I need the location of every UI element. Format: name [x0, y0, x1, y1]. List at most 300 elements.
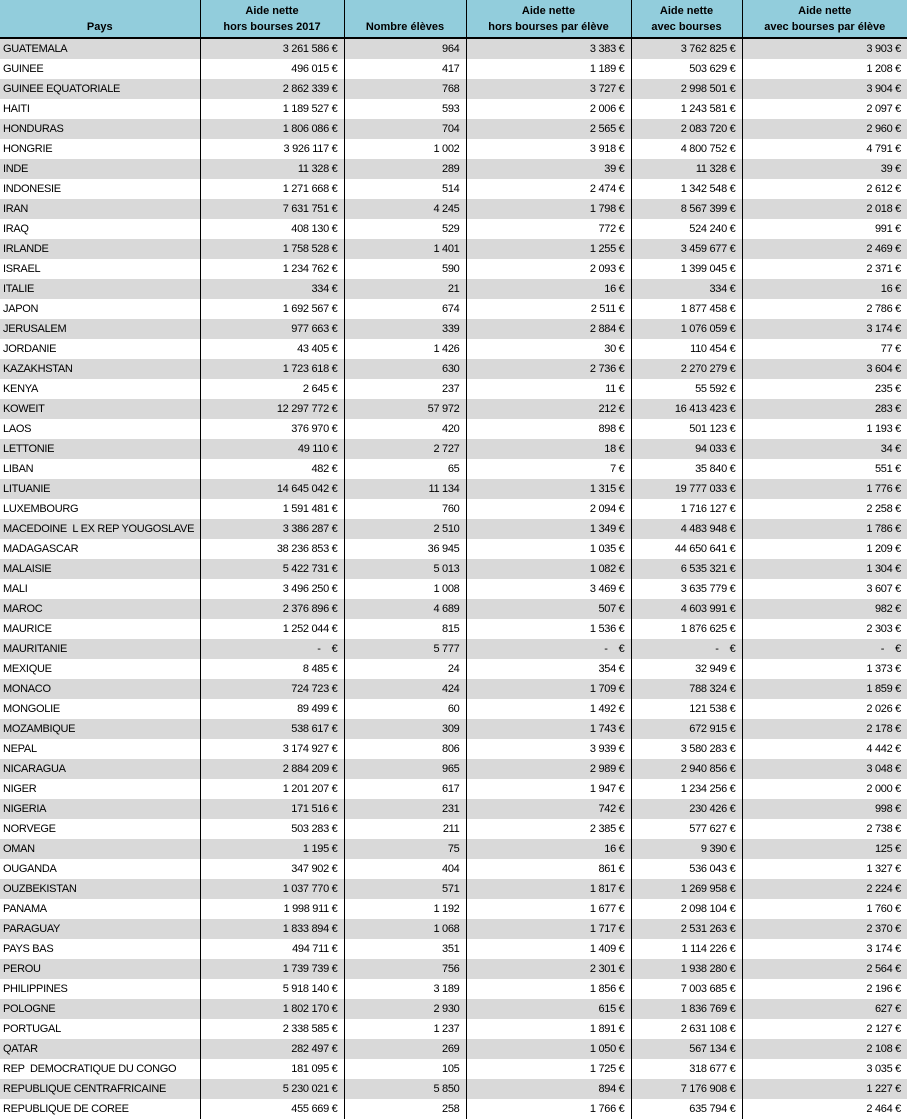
cell-nombre-eleves[interactable]: 5 850	[344, 1079, 466, 1099]
cell-pays[interactable]: INDE	[0, 159, 200, 179]
cell-pays[interactable]: GUINEE EQUATORIALE	[0, 79, 200, 99]
cell-aide-avec-bourses-par-eleve[interactable]: 1 760 €	[742, 899, 907, 919]
cell-aide-hors-bourses-par-eleve[interactable]: 2 474 €	[466, 179, 631, 199]
cell-nombre-eleves[interactable]: 231	[344, 799, 466, 819]
cell-aide-avec-bourses-par-eleve[interactable]: 1 304 €	[742, 559, 907, 579]
cell-aide-hors-bourses[interactable]: 3 496 250 €	[200, 579, 344, 599]
cell-aide-avec-bourses-par-eleve[interactable]: 3 604 €	[742, 359, 907, 379]
cell-pays[interactable]: LETTONIE	[0, 439, 200, 459]
cell-aide-avec-bourses-par-eleve[interactable]: 2 127 €	[742, 1019, 907, 1039]
cell-aide-avec-bourses-par-eleve[interactable]: 2 258 €	[742, 499, 907, 519]
cell-aide-avec-bourses[interactable]: 635 794 €	[631, 1099, 742, 1119]
cell-aide-hors-bourses-par-eleve[interactable]: 1 725 €	[466, 1059, 631, 1079]
cell-aide-hors-bourses[interactable]: 3 386 287 €	[200, 519, 344, 539]
cell-aide-avec-bourses[interactable]: 2 083 720 €	[631, 119, 742, 139]
cell-nombre-eleves[interactable]: 617	[344, 779, 466, 799]
cell-aide-hors-bourses[interactable]: 11 328 €	[200, 159, 344, 179]
cell-nombre-eleves[interactable]: 3 189	[344, 979, 466, 999]
cell-aide-hors-bourses-par-eleve[interactable]: 2 884 €	[466, 319, 631, 339]
cell-aide-avec-bourses-par-eleve[interactable]: 551 €	[742, 459, 907, 479]
cell-aide-avec-bourses[interactable]: 524 240 €	[631, 219, 742, 239]
cell-aide-avec-bourses-par-eleve[interactable]: 1 327 €	[742, 859, 907, 879]
cell-pays[interactable]: LIBAN	[3, 463, 34, 475]
cell-nombre-eleves[interactable]: 2 727	[344, 439, 466, 459]
cell-pays[interactable]: MEXIQUE	[3, 663, 52, 675]
cell-aide-hors-bourses[interactable]: 1 802 170 €	[200, 999, 344, 1019]
cell-aide-hors-bourses[interactable]: 5 230 021 €	[200, 1079, 344, 1099]
cell-pays[interactable]: JORDANIE	[3, 343, 57, 355]
cell-aide-hors-bourses-par-eleve[interactable]: 1 677 €	[466, 899, 631, 919]
cell-aide-hors-bourses-par-eleve[interactable]: 7 €	[466, 459, 631, 479]
cell-aide-avec-bourses[interactable]: 1 342 548 €	[631, 179, 742, 199]
cell-aide-avec-bourses-par-eleve[interactable]: 34 €	[742, 439, 907, 459]
cell-pays[interactable]: PORTUGAL	[3, 1023, 61, 1035]
cell-aide-avec-bourses-par-eleve[interactable]: 1 227 €	[742, 1079, 907, 1099]
cell-aide-hors-bourses-par-eleve[interactable]: 1 856 €	[466, 979, 631, 999]
cell-aide-hors-bourses-par-eleve[interactable]: 1 349 €	[466, 519, 631, 539]
cell-pays[interactable]: MAURITANIE	[0, 639, 200, 659]
cell-pays[interactable]: LUXEMBOURG	[3, 503, 79, 515]
cell-aide-hors-bourses[interactable]: 181 095 €	[200, 1059, 344, 1079]
header-pays[interactable]	[0, 0, 200, 38]
cell-aide-hors-bourses-par-eleve[interactable]: 2 094 €	[466, 499, 631, 519]
cell-aide-hors-bourses-par-eleve[interactable]: 2 385 €	[466, 819, 631, 839]
cell-aide-avec-bourses-par-eleve[interactable]: 627 €	[742, 999, 907, 1019]
cell-aide-avec-bourses[interactable]: 567 134 €	[631, 1039, 742, 1059]
cell-aide-hors-bourses-par-eleve[interactable]: 742 €	[466, 799, 631, 819]
cell-pays[interactable]: REPUBLIQUE DE COREE	[3, 1103, 129, 1115]
cell-aide-hors-bourses-par-eleve[interactable]: 1 082 €	[466, 559, 631, 579]
cell-aide-avec-bourses[interactable]: 503 629 €	[631, 59, 742, 79]
cell-aide-avec-bourses-par-eleve[interactable]: 3 174 €	[742, 319, 907, 339]
cell-aide-avec-bourses-par-eleve[interactable]: - €	[742, 639, 907, 659]
header-aide-avec-bourses-par-eleve[interactable]	[742, 0, 907, 38]
cell-nombre-eleves[interactable]: 529	[344, 219, 466, 239]
cell-pays[interactable]: MAURICE	[3, 623, 52, 635]
cell-aide-avec-bourses-par-eleve[interactable]: 235 €	[742, 379, 907, 399]
cell-pays[interactable]: KOWEIT	[0, 399, 200, 419]
cell-aide-avec-bourses[interactable]: 4 603 991 €	[631, 599, 742, 619]
cell-nombre-eleves[interactable]: 60	[344, 699, 466, 719]
cell-aide-avec-bourses-par-eleve[interactable]: 77 €	[742, 339, 907, 359]
cell-nombre-eleves[interactable]: 417	[344, 59, 466, 79]
cell-aide-avec-bourses[interactable]: 334 €	[631, 279, 742, 299]
cell-aide-avec-bourses-par-eleve[interactable]: 2 178 €	[742, 719, 907, 739]
cell-aide-hors-bourses-par-eleve[interactable]: 1 189 €	[466, 59, 631, 79]
cell-aide-hors-bourses-par-eleve[interactable]: 2 989 €	[466, 759, 631, 779]
cell-aide-hors-bourses[interactable]: 5 918 140 €	[200, 979, 344, 999]
cell-pays[interactable]: MONACO	[0, 679, 200, 699]
cell-pays[interactable]: NEPAL	[3, 743, 37, 755]
cell-aide-hors-bourses-par-eleve[interactable]: 894 €	[466, 1079, 631, 1099]
cell-aide-hors-bourses-par-eleve[interactable]: 354 €	[466, 659, 631, 679]
cell-aide-avec-bourses-par-eleve[interactable]: 2 026 €	[742, 699, 907, 719]
cell-nombre-eleves[interactable]: 289	[344, 159, 466, 179]
cell-aide-hors-bourses-par-eleve[interactable]: 1 798 €	[466, 199, 631, 219]
cell-nombre-eleves[interactable]: 965	[344, 759, 466, 779]
cell-aide-avec-bourses[interactable]: 1 836 769 €	[631, 999, 742, 1019]
cell-aide-hors-bourses[interactable]: 494 711 €	[200, 939, 344, 959]
cell-aide-avec-bourses-par-eleve[interactable]: 998 €	[742, 799, 907, 819]
cell-pays[interactable]: LITUANIE	[0, 479, 200, 499]
cell-aide-avec-bourses[interactable]: 2 998 501 €	[631, 79, 742, 99]
cell-aide-hors-bourses[interactable]: 408 130 €	[200, 219, 344, 239]
cell-aide-hors-bourses[interactable]: 496 015 €	[200, 59, 344, 79]
cell-aide-avec-bourses[interactable]: 3 459 677 €	[631, 239, 742, 259]
cell-aide-hors-bourses-par-eleve[interactable]: 2 301 €	[466, 959, 631, 979]
cell-pays[interactable]: IRAN	[0, 199, 200, 219]
cell-aide-hors-bourses[interactable]: 977 663 €	[200, 319, 344, 339]
cell-aide-hors-bourses-par-eleve[interactable]: 3 383 €	[466, 38, 631, 59]
cell-aide-avec-bourses[interactable]: 9 390 €	[631, 839, 742, 859]
cell-aide-hors-bourses[interactable]: 2 645 €	[200, 379, 344, 399]
cell-nombre-eleves[interactable]: 1 237	[344, 1019, 466, 1039]
cell-aide-avec-bourses[interactable]: 3 762 825 €	[631, 38, 742, 59]
cell-aide-avec-bourses-par-eleve[interactable]: 1 786 €	[742, 519, 907, 539]
cell-aide-hors-bourses[interactable]: 1 758 528 €	[200, 239, 344, 259]
cell-aide-hors-bourses-par-eleve[interactable]: 3 727 €	[466, 79, 631, 99]
header-aide-hors-bourses[interactable]	[200, 0, 344, 38]
cell-aide-hors-bourses[interactable]: 3 261 586 €	[200, 38, 344, 59]
cell-aide-avec-bourses[interactable]: 3 580 283 €	[631, 739, 742, 759]
cell-aide-avec-bourses[interactable]: 4 800 752 €	[631, 139, 742, 159]
cell-aide-avec-bourses-par-eleve[interactable]: 2 464 €	[742, 1099, 907, 1119]
cell-nombre-eleves[interactable]: 351	[344, 939, 466, 959]
header-aide-hors-bourses-par-eleve[interactable]	[466, 0, 631, 38]
cell-aide-hors-bourses-par-eleve[interactable]: 1 743 €	[466, 719, 631, 739]
cell-aide-hors-bourses-par-eleve[interactable]: 2 565 €	[466, 119, 631, 139]
cell-aide-avec-bourses[interactable]: 1 076 059 €	[631, 319, 742, 339]
cell-nombre-eleves[interactable]: 2 930	[344, 999, 466, 1019]
cell-aide-avec-bourses-par-eleve[interactable]: 4 442 €	[742, 739, 907, 759]
cell-aide-avec-bourses[interactable]: 1 876 625 €	[631, 619, 742, 639]
cell-aide-hors-bourses-par-eleve[interactable]: 1 409 €	[466, 939, 631, 959]
cell-nombre-eleves[interactable]: 105	[344, 1059, 466, 1079]
cell-aide-hors-bourses[interactable]: 1 189 527 €	[200, 99, 344, 119]
cell-nombre-eleves[interactable]: 424	[344, 679, 466, 699]
cell-aide-avec-bourses[interactable]: 7 176 908 €	[631, 1079, 742, 1099]
cell-aide-hors-bourses[interactable]: 43 405 €	[200, 339, 344, 359]
cell-pays[interactable]: MAROC	[0, 599, 200, 619]
cell-aide-avec-bourses[interactable]: 6 535 321 €	[631, 559, 742, 579]
cell-aide-avec-bourses[interactable]: 3 635 779 €	[631, 579, 742, 599]
cell-aide-avec-bourses-par-eleve[interactable]: 2 196 €	[742, 979, 907, 999]
cell-aide-hors-bourses[interactable]: 38 236 853 €	[200, 539, 344, 559]
cell-aide-hors-bourses[interactable]: 1 998 911 €	[200, 899, 344, 919]
cell-pays[interactable]: MOZAMBIQUE	[0, 719, 200, 739]
cell-aide-avec-bourses-par-eleve[interactable]: 1 208 €	[742, 59, 907, 79]
cell-aide-hors-bourses[interactable]: 1 234 762 €	[200, 259, 344, 279]
cell-aide-hors-bourses[interactable]: 12 297 772 €	[200, 399, 344, 419]
cell-nombre-eleves[interactable]: 1 426	[344, 339, 466, 359]
cell-aide-avec-bourses[interactable]: 672 915 €	[631, 719, 742, 739]
cell-pays[interactable]: MALAISIE	[0, 559, 200, 579]
cell-pays[interactable]: KAZAKHSTAN	[0, 359, 200, 379]
cell-nombre-eleves[interactable]: 309	[344, 719, 466, 739]
cell-nombre-eleves[interactable]: 1 008	[344, 579, 466, 599]
cell-aide-avec-bourses[interactable]: 2 940 856 €	[631, 759, 742, 779]
cell-aide-hors-bourses-par-eleve[interactable]: 3 469 €	[466, 579, 631, 599]
cell-aide-hors-bourses-par-eleve[interactable]: 1 315 €	[466, 479, 631, 499]
cell-aide-avec-bourses[interactable]: 1 243 581 €	[631, 99, 742, 119]
cell-aide-avec-bourses-par-eleve[interactable]: 3 904 €	[742, 79, 907, 99]
cell-pays[interactable]: JERUSALEM	[0, 319, 200, 339]
cell-aide-avec-bourses[interactable]: 94 033 €	[631, 439, 742, 459]
cell-aide-avec-bourses-par-eleve[interactable]: 991 €	[742, 219, 907, 239]
cell-nombre-eleves[interactable]: 21	[344, 279, 466, 299]
cell-nombre-eleves[interactable]: 65	[344, 459, 466, 479]
cell-aide-hors-bourses[interactable]: 334 €	[200, 279, 344, 299]
cell-nombre-eleves[interactable]: 815	[344, 619, 466, 639]
cell-aide-hors-bourses[interactable]: 1 723 618 €	[200, 359, 344, 379]
cell-aide-avec-bourses[interactable]: 2 270 279 €	[631, 359, 742, 379]
header-nombre-eleves[interactable]	[344, 0, 466, 38]
cell-nombre-eleves[interactable]: 630	[344, 359, 466, 379]
cell-aide-avec-bourses[interactable]: 1 716 127 €	[631, 499, 742, 519]
cell-nombre-eleves[interactable]: 1 401	[344, 239, 466, 259]
cell-aide-hors-bourses[interactable]: 376 970 €	[200, 419, 344, 439]
cell-aide-avec-bourses-par-eleve[interactable]: 1 776 €	[742, 479, 907, 499]
cell-aide-hors-bourses[interactable]: 347 902 €	[200, 859, 344, 879]
cell-nombre-eleves[interactable]: 514	[344, 179, 466, 199]
cell-nombre-eleves[interactable]: 756	[344, 959, 466, 979]
cell-aide-avec-bourses-par-eleve[interactable]: 4 791 €	[742, 139, 907, 159]
cell-aide-avec-bourses[interactable]: 19 777 033 €	[631, 479, 742, 499]
cell-aide-hors-bourses-par-eleve[interactable]: 11 €	[466, 379, 631, 399]
cell-aide-hors-bourses[interactable]: 455 669 €	[200, 1099, 344, 1119]
cell-nombre-eleves[interactable]: 571	[344, 879, 466, 899]
cell-aide-hors-bourses[interactable]: 1 739 739 €	[200, 959, 344, 979]
cell-pays[interactable]: GUINEE	[3, 63, 44, 75]
cell-aide-hors-bourses-par-eleve[interactable]: 3 918 €	[466, 139, 631, 159]
cell-pays[interactable]: ITALIE	[0, 279, 200, 299]
cell-nombre-eleves[interactable]: 404	[344, 859, 466, 879]
cell-aide-hors-bourses[interactable]: 1 833 894 €	[200, 919, 344, 939]
cell-aide-hors-bourses[interactable]: 89 499 €	[200, 699, 344, 719]
cell-aide-avec-bourses-par-eleve[interactable]: 2 371 €	[742, 259, 907, 279]
cell-nombre-eleves[interactable]: 237	[344, 379, 466, 399]
cell-nombre-eleves[interactable]: 590	[344, 259, 466, 279]
cell-pays[interactable]: OMAN	[0, 839, 200, 859]
cell-pays[interactable]: MACEDOINE L EX REP YOUGOSLAVE	[0, 519, 200, 539]
cell-aide-avec-bourses-par-eleve[interactable]: 1 859 €	[742, 679, 907, 699]
cell-aide-hors-bourses-par-eleve[interactable]: 39 €	[466, 159, 631, 179]
cell-nombre-eleves[interactable]: 760	[344, 499, 466, 519]
cell-aide-hors-bourses[interactable]: 2 862 339 €	[200, 79, 344, 99]
cell-aide-hors-bourses[interactable]: 5 422 731 €	[200, 559, 344, 579]
cell-aide-avec-bourses[interactable]: 44 650 641 €	[631, 539, 742, 559]
cell-aide-hors-bourses[interactable]: 8 485 €	[200, 659, 344, 679]
cell-aide-hors-bourses[interactable]: 503 283 €	[200, 819, 344, 839]
cell-nombre-eleves[interactable]: 339	[344, 319, 466, 339]
cell-aide-avec-bourses[interactable]: 8 567 399 €	[631, 199, 742, 219]
cell-aide-hors-bourses-par-eleve[interactable]: 1 947 €	[466, 779, 631, 799]
cell-aide-hors-bourses[interactable]: 1 806 086 €	[200, 119, 344, 139]
cell-aide-avec-bourses-par-eleve[interactable]: 3 035 €	[742, 1059, 907, 1079]
cell-aide-avec-bourses[interactable]: 1 877 458 €	[631, 299, 742, 319]
cell-nombre-eleves[interactable]: 1 068	[344, 919, 466, 939]
cell-aide-avec-bourses-par-eleve[interactable]: 2 108 €	[742, 1039, 907, 1059]
cell-aide-avec-bourses[interactable]: 16 413 423 €	[631, 399, 742, 419]
cell-aide-avec-bourses-par-eleve[interactable]: 2 303 €	[742, 619, 907, 639]
cell-aide-hors-bourses-par-eleve[interactable]: 1 766 €	[466, 1099, 631, 1119]
cell-aide-hors-bourses-par-eleve[interactable]: 212 €	[466, 399, 631, 419]
cell-pays[interactable]: PANAMA	[3, 903, 47, 915]
cell-aide-avec-bourses[interactable]: 1 938 280 €	[631, 959, 742, 979]
cell-pays[interactable]: NORVEGE	[3, 823, 56, 835]
cell-aide-avec-bourses-par-eleve[interactable]: 2 960 €	[742, 119, 907, 139]
cell-aide-hors-bourses[interactable]: 1 591 481 €	[200, 499, 344, 519]
cell-aide-avec-bourses[interactable]: 4 483 948 €	[631, 519, 742, 539]
cell-pays[interactable]: ISRAEL	[3, 263, 41, 275]
cell-aide-hors-bourses-par-eleve[interactable]: 772 €	[466, 219, 631, 239]
cell-aide-hors-bourses-par-eleve[interactable]: 2 736 €	[466, 359, 631, 379]
cell-aide-hors-bourses-par-eleve[interactable]: 1 035 €	[466, 539, 631, 559]
cell-aide-hors-bourses-par-eleve[interactable]: 1 536 €	[466, 619, 631, 639]
cell-pays[interactable]: KENYA	[3, 383, 38, 395]
cell-nombre-eleves[interactable]: 593	[344, 99, 466, 119]
cell-aide-hors-bourses-par-eleve[interactable]: 898 €	[466, 419, 631, 439]
cell-aide-avec-bourses[interactable]: 2 631 108 €	[631, 1019, 742, 1039]
cell-aide-hors-bourses[interactable]: 49 110 €	[200, 439, 344, 459]
cell-nombre-eleves[interactable]: 269	[344, 1039, 466, 1059]
cell-aide-hors-bourses[interactable]: 171 516 €	[200, 799, 344, 819]
cell-nombre-eleves[interactable]: 36 945	[344, 539, 466, 559]
cell-pays[interactable]: LAOS	[3, 423, 32, 435]
cell-nombre-eleves[interactable]: 964	[344, 38, 466, 59]
cell-aide-avec-bourses-par-eleve[interactable]: 2 097 €	[742, 99, 907, 119]
cell-nombre-eleves[interactable]: 5 013	[344, 559, 466, 579]
cell-pays[interactable]: HAITI	[3, 103, 30, 115]
cell-aide-avec-bourses-par-eleve[interactable]: 3 607 €	[742, 579, 907, 599]
cell-aide-hors-bourses-par-eleve[interactable]: 1 492 €	[466, 699, 631, 719]
cell-nombre-eleves[interactable]: 11 134	[344, 479, 466, 499]
cell-aide-avec-bourses-par-eleve[interactable]: 283 €	[742, 399, 907, 419]
cell-aide-avec-bourses[interactable]: 1 399 045 €	[631, 259, 742, 279]
cell-aide-avec-bourses-par-eleve[interactable]: 2 564 €	[742, 959, 907, 979]
cell-aide-hors-bourses[interactable]: 282 497 €	[200, 1039, 344, 1059]
cell-pays[interactable]: MALI	[3, 583, 28, 595]
cell-aide-avec-bourses[interactable]: 32 949 €	[631, 659, 742, 679]
cell-aide-avec-bourses-par-eleve[interactable]: 3 048 €	[742, 759, 907, 779]
cell-aide-hors-bourses[interactable]: 1 252 044 €	[200, 619, 344, 639]
cell-aide-hors-bourses-par-eleve[interactable]: - €	[466, 639, 631, 659]
cell-aide-hors-bourses-par-eleve[interactable]: 1 709 €	[466, 679, 631, 699]
cell-aide-hors-bourses-par-eleve[interactable]: 2 006 €	[466, 99, 631, 119]
cell-nombre-eleves[interactable]: 75	[344, 839, 466, 859]
cell-aide-avec-bourses-par-eleve[interactable]: 3 174 €	[742, 939, 907, 959]
cell-aide-avec-bourses-par-eleve[interactable]: 2 370 €	[742, 919, 907, 939]
cell-aide-avec-bourses-par-eleve[interactable]: 16 €	[742, 279, 907, 299]
cell-aide-hors-bourses-par-eleve[interactable]: 2 511 €	[466, 299, 631, 319]
cell-nombre-eleves[interactable]: 4 689	[344, 599, 466, 619]
cell-aide-hors-bourses-par-eleve[interactable]: 1 050 €	[466, 1039, 631, 1059]
cell-aide-hors-bourses[interactable]: 1 271 668 €	[200, 179, 344, 199]
cell-pays[interactable]: REPUBLIQUE CENTRAFRICAINE	[0, 1079, 200, 1099]
cell-nombre-eleves[interactable]: 1 002	[344, 139, 466, 159]
cell-pays[interactable]: IRAQ	[3, 223, 29, 235]
cell-pays[interactable]: NIGERIA	[0, 799, 200, 819]
cell-aide-avec-bourses-par-eleve[interactable]: 1 373 €	[742, 659, 907, 679]
cell-pays[interactable]: QATAR	[0, 1039, 200, 1059]
cell-nombre-eleves[interactable]: 57 972	[344, 399, 466, 419]
cell-aide-avec-bourses[interactable]: 2 098 104 €	[631, 899, 742, 919]
cell-pays[interactable]: MADAGASCAR	[3, 543, 79, 555]
cell-aide-hors-bourses[interactable]: 7 631 751 €	[200, 199, 344, 219]
cell-pays[interactable]: MONGOLIE	[3, 703, 60, 715]
cell-aide-hors-bourses[interactable]: 14 645 042 €	[200, 479, 344, 499]
cell-aide-avec-bourses-par-eleve[interactable]: 2 469 €	[742, 239, 907, 259]
cell-aide-avec-bourses-par-eleve[interactable]: 2 738 €	[742, 819, 907, 839]
cell-pays[interactable]: GUATEMALA	[0, 38, 200, 59]
cell-aide-hors-bourses-par-eleve[interactable]: 2 093 €	[466, 259, 631, 279]
cell-aide-avec-bourses-par-eleve[interactable]: 125 €	[742, 839, 907, 859]
cell-pays[interactable]: JAPON	[3, 303, 39, 315]
cell-aide-avec-bourses[interactable]: 788 324 €	[631, 679, 742, 699]
cell-pays[interactable]: INDONESIE	[3, 183, 61, 195]
cell-aide-hors-bourses[interactable]: 3 926 117 €	[200, 139, 344, 159]
cell-aide-hors-bourses[interactable]: 2 884 209 €	[200, 759, 344, 779]
cell-aide-avec-bourses[interactable]: 501 123 €	[631, 419, 742, 439]
cell-pays[interactable]: HONGRIE	[3, 143, 53, 155]
cell-aide-avec-bourses[interactable]: 536 043 €	[631, 859, 742, 879]
cell-pays[interactable]: REP DEMOCRATIQUE DU CONGO	[3, 1063, 177, 1075]
cell-aide-avec-bourses[interactable]: 35 840 €	[631, 459, 742, 479]
cell-aide-avec-bourses[interactable]: 7 003 685 €	[631, 979, 742, 999]
cell-pays[interactable]: IRLANDE	[0, 239, 200, 259]
cell-pays[interactable]: PARAGUAY	[0, 919, 200, 939]
cell-aide-avec-bourses[interactable]: 577 627 €	[631, 819, 742, 839]
cell-aide-hors-bourses[interactable]: 1 037 770 €	[200, 879, 344, 899]
cell-aide-hors-bourses[interactable]: 724 723 €	[200, 679, 344, 699]
cell-aide-hors-bourses[interactable]: - €	[200, 639, 344, 659]
cell-pays[interactable]: PEROU	[0, 959, 200, 979]
cell-aide-avec-bourses[interactable]: 1 269 958 €	[631, 879, 742, 899]
cell-nombre-eleves[interactable]: 806	[344, 739, 466, 759]
cell-pays[interactable]: OUGANDA	[3, 863, 57, 875]
cell-aide-hors-bourses-par-eleve[interactable]: 1 717 €	[466, 919, 631, 939]
cell-aide-avec-bourses-par-eleve[interactable]: 39 €	[742, 159, 907, 179]
cell-aide-avec-bourses[interactable]: 1 234 256 €	[631, 779, 742, 799]
cell-aide-hors-bourses-par-eleve[interactable]: 3 939 €	[466, 739, 631, 759]
cell-aide-hors-bourses[interactable]: 2 376 896 €	[200, 599, 344, 619]
cell-aide-hors-bourses-par-eleve[interactable]: 18 €	[466, 439, 631, 459]
cell-aide-hors-bourses-par-eleve[interactable]: 30 €	[466, 339, 631, 359]
cell-nombre-eleves[interactable]: 258	[344, 1099, 466, 1119]
cell-aide-avec-bourses-par-eleve[interactable]: 2 224 €	[742, 879, 907, 899]
cell-nombre-eleves[interactable]: 2 510	[344, 519, 466, 539]
cell-aide-avec-bourses[interactable]: 230 426 €	[631, 799, 742, 819]
cell-aide-hors-bourses[interactable]: 482 €	[200, 459, 344, 479]
cell-aide-hors-bourses-par-eleve[interactable]: 1 891 €	[466, 1019, 631, 1039]
cell-aide-avec-bourses-par-eleve[interactable]: 2 000 €	[742, 779, 907, 799]
cell-aide-avec-bourses-par-eleve[interactable]: 3 903 €	[742, 38, 907, 59]
cell-pays[interactable]: PAYS BAS	[3, 943, 54, 955]
cell-aide-hors-bourses-par-eleve[interactable]: 1 255 €	[466, 239, 631, 259]
cell-pays[interactable]: NIGER	[3, 783, 37, 795]
cell-aide-avec-bourses[interactable]: 1 114 226 €	[631, 939, 742, 959]
cell-aide-avec-bourses[interactable]: - €	[631, 639, 742, 659]
cell-aide-avec-bourses-par-eleve[interactable]: 2 018 €	[742, 199, 907, 219]
cell-pays[interactable]: HONDURAS	[0, 119, 200, 139]
cell-nombre-eleves[interactable]: 4 245	[344, 199, 466, 219]
cell-aide-hors-bourses[interactable]: 2 338 585 €	[200, 1019, 344, 1039]
cell-aide-hors-bourses[interactable]: 3 174 927 €	[200, 739, 344, 759]
cell-pays[interactable]: NICARAGUA	[0, 759, 200, 779]
cell-nombre-eleves[interactable]: 768	[344, 79, 466, 99]
cell-aide-hors-bourses-par-eleve[interactable]: 861 €	[466, 859, 631, 879]
cell-aide-avec-bourses[interactable]: 2 531 263 €	[631, 919, 742, 939]
